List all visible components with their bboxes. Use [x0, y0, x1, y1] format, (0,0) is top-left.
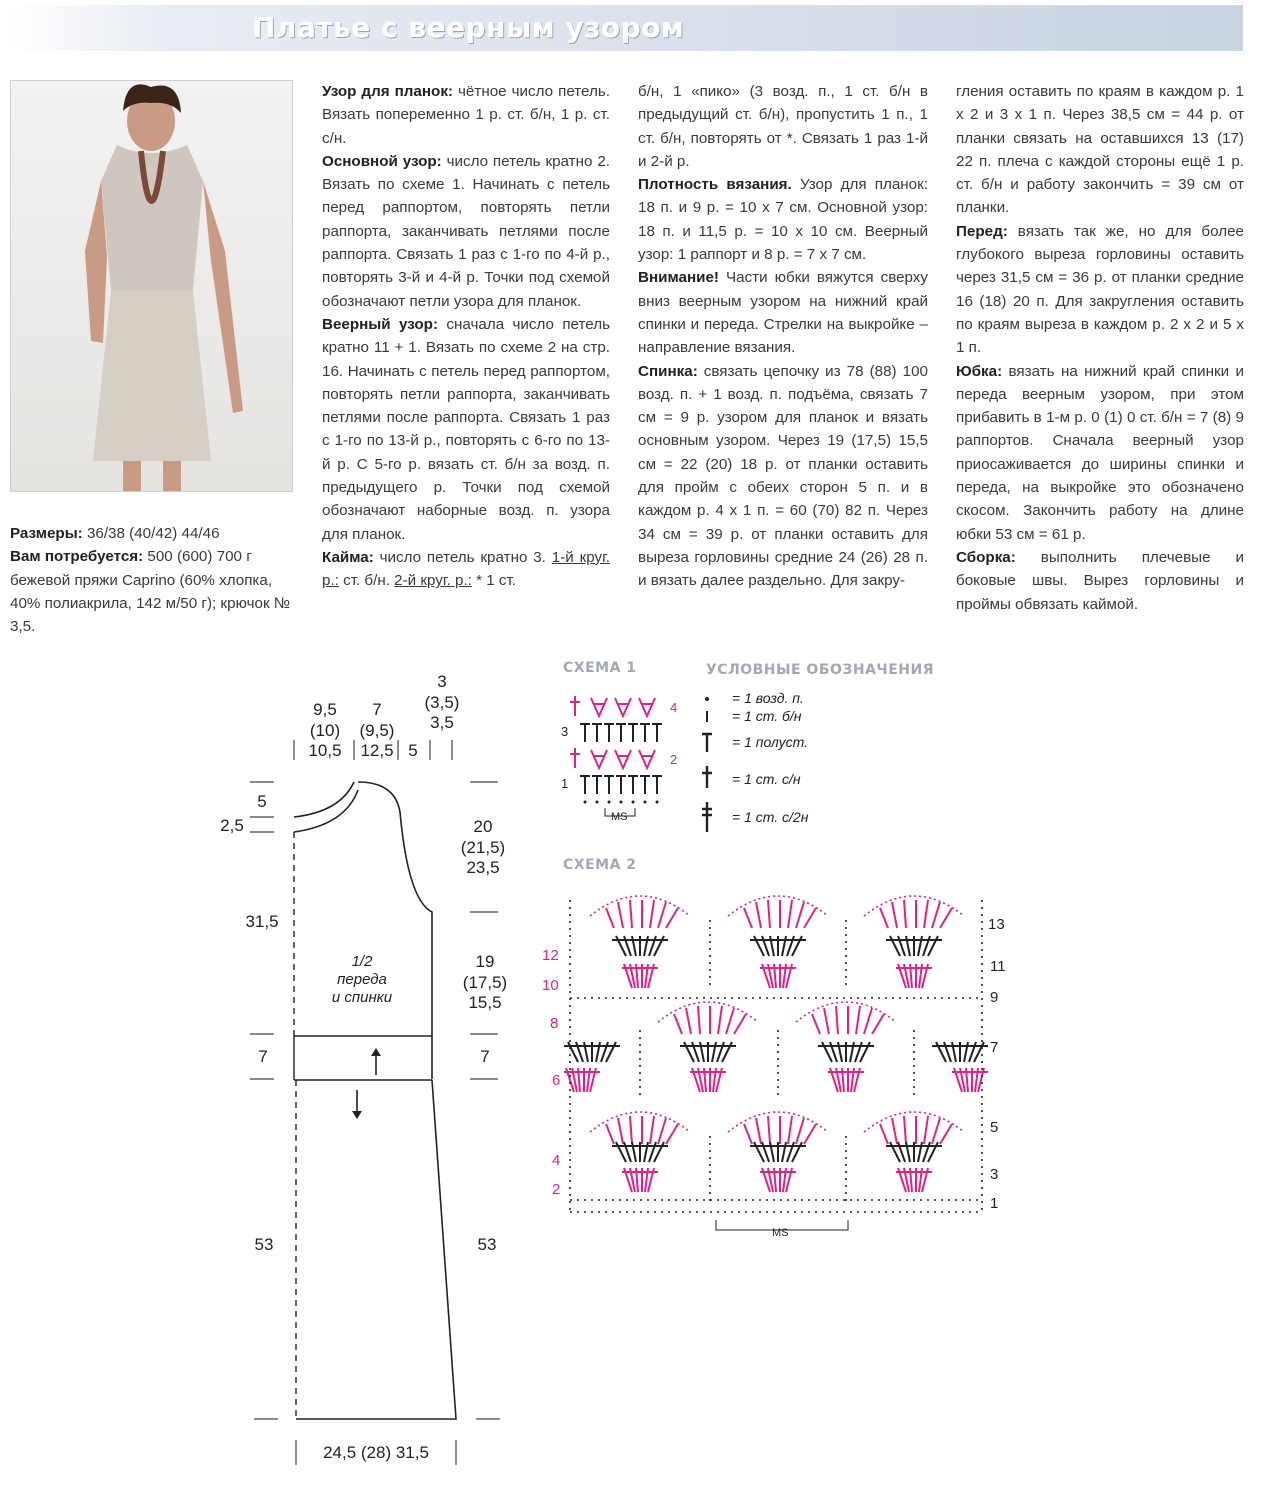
back-text: связать цепочку из 78 (88) 100 возд. п. + 1 возд. п. подъёма, связать 7 см = 9 р. узором для планок и вязать основным узором. Через 19 (17,5) 15,5 см = 22 (20) 18 р. от планки оставить для пройм с обеих сторон 5 п. и в каждом р. 4 х 1 п. = 60 (70) 82 п. Через 34 см = 39 р. от планки оставить для выреза горловины средние 24 (26) 28 п. и вязать далее раздельно. Для закру- [638, 362, 928, 590]
edging-round-1: 1-й круг. р.: [322, 548, 610, 590]
dim-right-19-3: 15,5 [468, 993, 502, 1012]
main-pattern-label: Основной узор: [322, 152, 442, 170]
edging-text-2: ст. б/н. [338, 572, 395, 590]
skirt-label: Юбка: [956, 362, 1003, 380]
edging-cont-paragraph: б/н, 1 «пико» (3 возд. п., 1 ст. б/н в предыдущий ст. б/н), пропустить 1 п., 1 ст. б/н, повторять от *. Связать 1 раз 1-й и 2-й р. [638, 83, 928, 170]
back-cont-paragraph: гления оставить по краям в каждом р. 1 х 2 и 3 х 1 п. Через 38,5 см = 44 р. от планки связать на оставшихся 13 (17) 22 п. плеча с каждой стороны ещё 1 р. ст. б/н и работу закончить = 39 см от планки. [956, 83, 1244, 217]
double-crochet-icon [702, 766, 712, 788]
strip-pattern-text: чётное число петель. Вязать попеременно 1 р. ст. б/н, 1 р. ст. с/н. [322, 83, 610, 147]
front-text: вязать так же, но для более глубокого выреза горловины оставить через 31,5 см = 36 р. от планки средние 16 (18) 20 п. Для закругления оставить по краям выреза в каждом р. 2 х 2 и 5 х 1 п. [956, 222, 1244, 357]
back-label: Спинка: [638, 362, 698, 380]
gauge-text: Узор для планок: 18 п. и 9 р. = 10 х 7 см. Основной узор: 18 п. и 11,5 р. = 10 х 10 см. Веерный узор: 1 раппорт и 8 р. = 7 х 7 см. [638, 176, 928, 264]
attention-label: Внимание! [638, 269, 719, 287]
treble-crochet-icon [702, 802, 712, 832]
dim-left-5: 5 [257, 792, 267, 811]
schema2-row-10: 10 [542, 977, 559, 994]
main-pattern-text: число петель кратно 2. Вязать по схеме 1. Начинать с петель перед раппортом, повторять петли раппорта, заканчивать петлями после раппорта. Связать 1 раз с 1-го по 4-й р., повторять 3-й и 4-й р. Точки под схемой обозначают петли узора для планок. [322, 152, 610, 310]
schema2-row-4: 4 [552, 1152, 561, 1169]
dim-left-31-5: 31,5 [245, 912, 279, 931]
edging-text-1: число петель кратно 3. [373, 548, 552, 566]
schema1-ms: MS [611, 811, 628, 823]
dim-top-d-2: (3,5) [424, 693, 460, 712]
fan-pattern-text: сначала число петель кратно 11 + 1. Вязать по схеме 2 на стр. 16. Начинать с петель перед раппортом, повторять петли раппорта, заканчивать петлями после раппорта. Связать 1 раз с 1-го по 13-й р., повторять с 6-го по 13-й р. С 5-го р. вязать ст. б/н за возд. п. предыдущего р. Точки под схемой обозначают наборные возд. п. узора для планок. [322, 315, 610, 543]
schema2-row-1: 1 [990, 1195, 999, 1212]
dim-right-20-3: 23,5 [466, 858, 500, 877]
schema1-row-1: 1 [561, 776, 569, 791]
edging-text-3: * 1 ст. [471, 572, 517, 590]
schema1-row-4: 4 [670, 700, 678, 715]
schema2-row-7: 7 [990, 1039, 999, 1056]
assembly-label: Сборка: [956, 548, 1016, 566]
schema2-row-3: 3 [990, 1166, 999, 1183]
dim-top-a-2: (10) [309, 721, 341, 740]
edging-label: Кайма: [322, 548, 374, 566]
dim-top-b-3: 12,5 [360, 741, 394, 760]
schema1-row-2: 2 [670, 752, 678, 767]
schema2-row-13: 13 [988, 916, 1005, 933]
dim-right-19-2: (17,5) [462, 973, 508, 992]
front-label: Перед: [956, 222, 1008, 240]
legend-item-tr: = 1 ст. с/2н [732, 809, 809, 825]
legend-symbols [694, 688, 724, 838]
dim-right-20-2: (21,5) [460, 838, 506, 857]
schema2-title: СХЕМА 2 [563, 857, 637, 873]
schema2-row-8: 8 [550, 1015, 559, 1032]
schema1-row-3: 3 [561, 724, 569, 739]
dim-right-7: 7 [480, 1047, 490, 1066]
pattern-label-1: 1/2 [351, 953, 373, 970]
dim-top-d-3: 3,5 [430, 713, 454, 732]
schema2-row-9: 9 [990, 989, 999, 1006]
assembly-text: выполнить плечевые и боковые швы. Вырез горловины и проймы обвязать каймой. [956, 548, 1244, 613]
sizes-value: 36/38 (40/42) 44/46 [82, 525, 220, 542]
legend-item-sc: = 1 ст. б/н [732, 708, 802, 724]
schema2-row-5: 5 [990, 1119, 999, 1136]
schema1-diagram [555, 688, 695, 828]
need-value: 500 (600) 700 г бежевой пряжи Caprino (60% хлопка, 40% полиакрила, 142 м/50 г); крючок № 3,5. [10, 548, 291, 636]
dim-top-b-2: (9,5) [359, 721, 395, 740]
schema2-row-6: 6 [552, 1072, 561, 1089]
dim-top-d-1: 3 [437, 672, 447, 691]
chain-stitch-icon [705, 697, 709, 701]
dim-top-a-1: 9,5 [313, 700, 337, 719]
half-double-icon [702, 734, 712, 752]
dim-top-b-1: 7 [372, 700, 382, 719]
legend-item-chain: = 1 возд. п. [732, 690, 804, 706]
need-label: Вам потребуется: [10, 548, 144, 566]
dim-right-19-1: 19 [475, 952, 495, 971]
dim-left-7: 7 [258, 1047, 268, 1066]
dim-right-53: 53 [477, 1235, 497, 1254]
legend-item-dc: = 1 ст. с/н [732, 771, 801, 787]
schema2-row-2: 2 [552, 1181, 561, 1198]
schema2-ms: MS [772, 1227, 789, 1239]
gauge-label: Плотность вязания. [638, 176, 792, 194]
legend-title: УСЛОВНЫЕ ОБОЗНАЧЕНИЯ [706, 662, 934, 678]
pattern-label-2: переда [337, 971, 387, 988]
dim-right-20-1: 20 [473, 817, 493, 836]
schema2-diagram [530, 880, 1020, 1240]
dim-left-53: 53 [254, 1235, 274, 1254]
sizes-label: Размеры: [10, 525, 83, 542]
attention-text: Части юбки вяжутся сверху вниз веерным узором на нижний край спинки и переда. Стрелки на выкройке – направление вязания. [638, 269, 928, 357]
schema2-row-11: 11 [990, 958, 1006, 975]
edging-round-2: 2-й круг. р.: [394, 572, 472, 590]
pattern-label-3: и спинки [331, 989, 393, 1006]
dim-bottom-width: 24,5 (28) 31,5 [323, 1443, 429, 1462]
page-title: Платье с веерным узором [252, 11, 685, 44]
dim-left-2-5: 2,5 [220, 816, 244, 835]
skirt-text: вязать на нижний край спинки и переда веерным узором, при этом прибавить в 1-м р. 0 (1) 0 ст. б/н = 7 (8) 9 раппортов. Сначала веерный узор приосаживается до ширины спинки и переда, на выкройке это обозначено скосом. Закончить работу на длине юбки 53 см = 61 р. [956, 362, 1244, 543]
legend-item-hdc: = 1 полуст. [732, 734, 809, 750]
schema1-title: СХЕМА 1 [563, 660, 637, 676]
schema2-row-12: 12 [542, 947, 559, 964]
strip-pattern-label: Узор для планок: [322, 83, 453, 100]
fan-pattern-label: Веерный узор: [322, 315, 439, 333]
dim-top-c: 5 [408, 741, 418, 760]
dim-top-a-3: 10,5 [308, 741, 342, 760]
